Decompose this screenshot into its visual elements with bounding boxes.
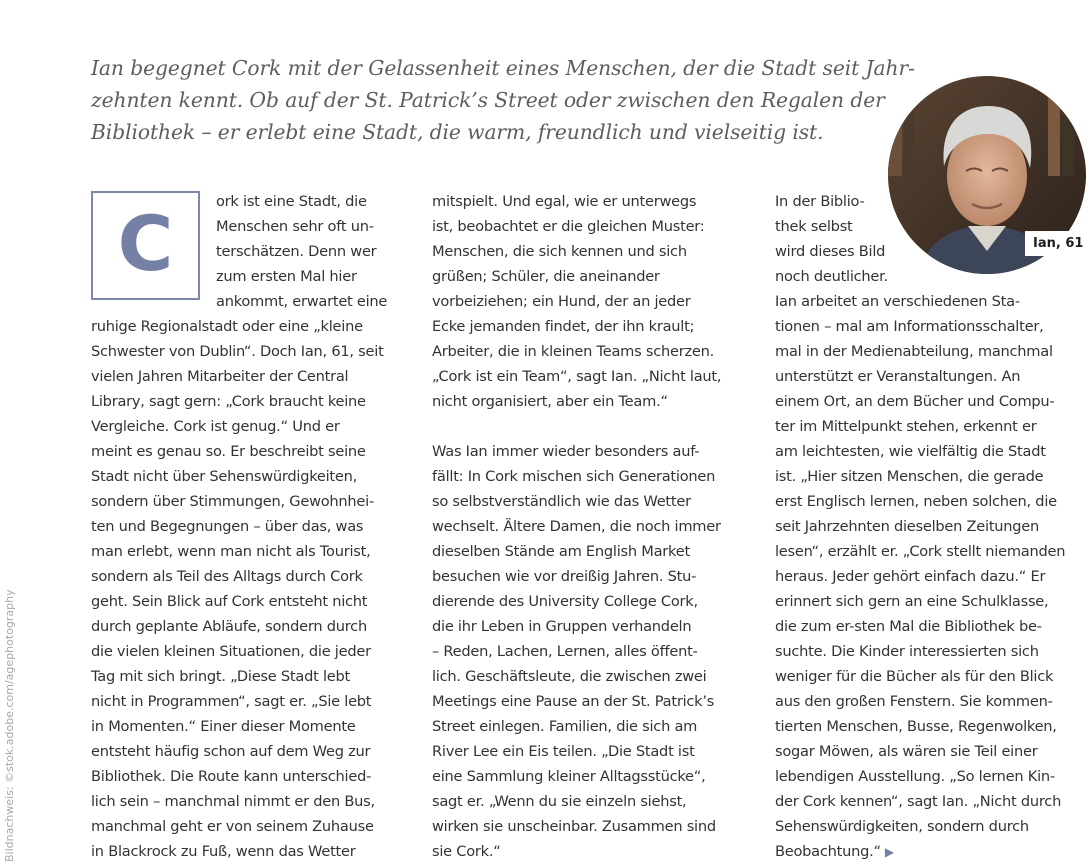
intro-line: Ian begegnet Cork mit der Gelassenheit eines Menschen, der die Stadt seit Jahr- (91, 56, 915, 80)
body-text-line: zum ersten Mal hier (216, 268, 357, 285)
body-text-line: fällt: In Cork mischen sich Generationen (432, 468, 716, 485)
body-text-line: geht. Sein Blick auf Cork entsteht nicht (91, 593, 368, 610)
body-text-line: erinnert sich gern an eine Schulklasse, (775, 593, 1049, 610)
body-text-line: manchmal geht er von seinem Zuhause (91, 818, 374, 835)
body-text-line: Menschen sehr oft un- (216, 218, 374, 235)
body-text-line: die vielen kleinen Situationen, die jeder (91, 643, 371, 660)
body-text-line: Meetings eine Pause an der St. Patrick’s (432, 693, 715, 710)
body-text-line: ork ist eine Stadt, die (216, 193, 367, 210)
body-text-line: River Lee ein Eis teilen. „Die Stadt ist (432, 743, 695, 760)
body-text-line: durch geplante Abläufe, sondern durch (91, 618, 367, 635)
body-text-line: erst Englisch lernen, neben solchen, die (775, 493, 1057, 510)
body-text-line: nicht organisiert, aber ein Team.“ (432, 393, 668, 410)
body-text-line: grüßen; Schüler, die aneinander (432, 268, 660, 285)
body-text-line: terschätzen. Denn wer (216, 243, 377, 260)
body-text-line: mitspielt. Und egal, wie er unterwegs (432, 193, 697, 210)
body-text-line: sogar Möwen, als wären sie Teil einer (775, 743, 1038, 760)
body-text-line: Vergleiche. Cork ist genug.“ Und er (91, 418, 340, 435)
body-text-line: Stadt nicht über Sehenswürdigkeiten, (91, 468, 358, 485)
body-text-line: In der Biblio- (775, 193, 865, 210)
body-text-line: ter im Mittelpunkt stehen, erkennt er (775, 418, 1037, 435)
body-text-line: die ihr Leben in Gruppen verhandeln (432, 618, 692, 635)
body-text-line: wird dieses Bild (775, 243, 886, 260)
body-text-line: man erlebt, wenn man nicht als Tourist, (91, 543, 371, 560)
body-text-line: unterstützt er Veranstaltungen. An (775, 368, 1021, 385)
body-text-line: thek selbst (775, 218, 853, 235)
body-text-line: eine Sammlung kleiner Alltagsstücke“, (432, 768, 706, 785)
body-text-line: Tag mit sich bringt. „Diese Stadt lebt (91, 668, 350, 685)
intro-line: zehnten kennt. Ob auf der St. Patrick’s Street oder zwischen den Regalen der (91, 88, 885, 112)
body-text-line: wirken sie unscheinbar. Zusammen sind (432, 818, 716, 835)
drop-cap-letter: C (117, 198, 174, 288)
text-column-1 (91, 189, 387, 864)
body-text-line: „Cork ist ein Team“, sagt Ian. „Nicht laut, (432, 368, 722, 385)
text-column-2 (432, 189, 721, 864)
paragraph-gap (432, 414, 721, 439)
body-text-line: in Momenten.“ Einer dieser Momente (91, 718, 356, 735)
body-text-line: Menschen, die sich kennen und sich (432, 243, 687, 260)
body-text-line: am leichtesten, wie vielfältig die Stadt (775, 443, 1046, 460)
body-text-line: vielen Jahren Mitarbeiter der Central (91, 368, 349, 385)
body-text-line: suchte. Die Kinder interessierten sich (775, 643, 1039, 660)
body-text-line: dierende des University College Cork, (432, 593, 698, 610)
body-text-line: – Reden, Lachen, Lernen, alles öffent- (432, 643, 698, 660)
body-text-line: sagt er. „Wenn du sie einzeln siehst, (432, 793, 687, 810)
body-text-line: dieselben Stände am English Market (432, 543, 690, 560)
body-text-line: ankommt, erwartet eine (216, 293, 388, 310)
body-text-line: nicht in Programmen“, sagt er. „Sie lebt (91, 693, 372, 710)
photo-caption: Ian, 61 (1025, 231, 1089, 256)
body-text-line: aus den großen Fenstern. Sie kommen- (775, 693, 1053, 710)
body-text-line: Street einlegen. Familien, die sich am (432, 718, 698, 735)
body-text-line: der Cork kennen“, sagt Ian. „Nicht durch (775, 793, 1062, 810)
body-text-line: Was Ian immer wieder besonders auf- (432, 443, 700, 460)
body-text-line: mal in der Medienabteilung, manchmal (775, 343, 1053, 360)
body-text-line: ruhige Regionalstadt oder eine „kleine (91, 318, 363, 335)
body-text-line: tierten Menschen, Busse, Regenwolken, (775, 718, 1057, 735)
body-text-line: lebendigen Ausstellung. „So lernen Kin- (775, 768, 1055, 785)
body-text-line: Library, sagt gern: „Cork braucht keine (91, 393, 366, 410)
body-text-line: ist, beobachtet er die gleichen Muster: (432, 218, 705, 235)
body-text-line: Ian arbeitet an verschiedenen Sta- (775, 293, 1020, 310)
body-text-line: tionen – mal am Informationsschalter, (775, 318, 1044, 335)
body-text-line: noch deutlicher. (775, 268, 888, 285)
body-text-line: vorbeiziehen; ein Hund, der an jeder (432, 293, 691, 310)
body-text-line: lich. Geschäftsleute, die zwischen zwei (432, 668, 707, 685)
text-column-3 (775, 189, 1065, 864)
body-text-line: ist. „Hier sitzen Menschen, die gerade (775, 468, 1044, 485)
body-text-line: heraus. Jeder gehört einfach dazu.“ Er (775, 568, 1046, 585)
body-text-line: meint es genau so. Er beschreibt seine (91, 443, 366, 460)
body-text-line: sondern über Stimmungen, Gewohnhei- (91, 493, 374, 510)
body-text-line: die zum er-sten Mal die Bibliothek be- (775, 618, 1042, 635)
body-text-line: sie Cork.“ (432, 843, 501, 860)
body-text-line: lesen“, erzählt er. „Cork stellt niemanden (775, 543, 1066, 560)
body-text-line: einem Ort, an dem Bücher und Compu- (775, 393, 1055, 410)
body-text-line: ten und Begegnungen – über das, was (91, 518, 364, 535)
body-text-line: Bibliothek. Die Route kann unterschied- (91, 768, 372, 785)
body-text-line: wechselt. Ältere Damen, die noch immer (432, 518, 721, 535)
intro-line: Bibliothek – er erlebt eine Stadt, die warm, freundlich und vielseitig ist. (91, 120, 824, 144)
body-text-line: in Blackrock zu Fuß, wenn das Wetter (91, 843, 356, 860)
photo-credit: Bildnachweis: ©stok.adobe.com/agephotography (3, 589, 16, 862)
body-text-line: lich sein – manchmal nimmt er den Bus, (91, 793, 375, 810)
intro-lead (91, 52, 915, 148)
body-text-line: entsteht häufig schon auf dem Weg zur (91, 743, 371, 760)
body-text-line: Arbeiter, die in kleinen Teams scherzen. (432, 343, 714, 360)
body-text-line: weniger für die Bücher als für den Blick (775, 668, 1054, 685)
body-text-line: Sehenswürdigkeiten, sondern durch (775, 818, 1029, 835)
body-text-line: sondern als Teil des Alltags durch Cork (91, 568, 363, 585)
body-text-line: Ecke jemanden findet, der ihn krault; (432, 318, 695, 335)
end-marker-icon: ▶ (884, 845, 894, 859)
body-text-line: seit Jahrzehnten dieselben Zeitungen (775, 518, 1040, 535)
body-text-line: Schwester von Dublin“. Doch Ian, 61, seit (91, 343, 384, 360)
body-text-line: so selbstverständlich wie das Wetter (432, 493, 691, 510)
body-text-line: besuchen wie vor dreißig Jahren. Stu- (432, 568, 697, 585)
body-text-line: Beobachtung.“ ▶ (775, 843, 894, 860)
